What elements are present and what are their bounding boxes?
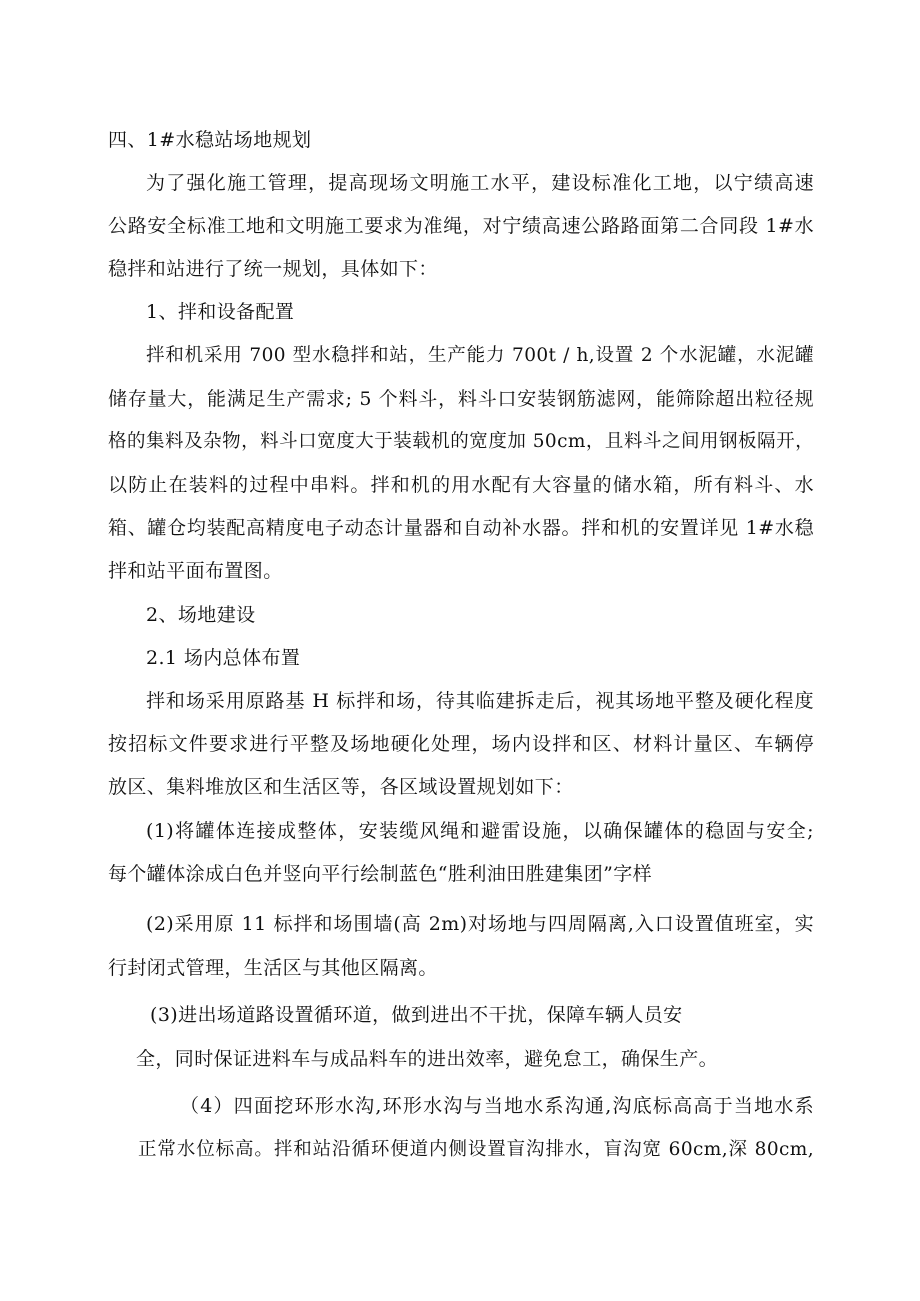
list-item-line: 行封闭式管理，生活区与其他区隔离。 [108,957,438,979]
paragraph-line: 拌和场采用原路基 H 标拌和场，待其临建拆走后，视其场地平整及硬化程度 [146,690,814,712]
subsection-heading: 2.1 场内总体布置 [146,647,301,669]
paragraph-line: 拌和机采用 700 型水稳拌和站，生产能力 700t / h,设置 2 个水泥罐，水泥罐 [146,345,814,366]
paragraph-line: 为了强化施工管理，提高现场文明施工水平，建设标准化工地，以宁绩高速 [146,172,814,194]
list-item-line: 正常水位标高。拌和站沿循环便道内侧设置盲沟排水，盲沟宽 60cm,深 80cm, [138,1139,814,1160]
list-item-line: (3)进出场道路设置循环道，做到进出不干扰，保障车辆人员安 [150,1004,683,1026]
paragraph-line: 拌和站平面布置图。 [108,560,283,582]
subsection-heading: 1、拌和设备配置 [146,301,295,323]
subsection-heading: 2、场地建设 [146,604,256,626]
section-heading: 四、1#水稳站场地规划 [108,129,312,151]
list-item-line: 全，同时保证进料车与成品料车的进出效率，避免怠工，确保生产。 [136,1048,719,1070]
list-item-line: 每个罐体涂成白色并竖向平行绘制蓝色“胜利油田胜建集团”字样 [108,863,653,885]
paragraph-line: 格的集料及杂物，料斗口宽度大于装载机的宽度加 50cm，且料斗之间用钢板隔开， [108,431,814,452]
paragraph-line: 储存量大，能满足生产需求; 5 个料斗，料斗口安装钢筋滤网，能筛除超出粒径规 [108,388,814,410]
paragraph-line: 稳拌和站进行了统一规划，具体如下： [108,258,438,280]
paragraph-line: 公路安全标准工地和文明施工要求为准绳，对宁绩高速公路路面第二合同段 1#水 [108,215,814,237]
list-item-line: （4）四面挖环形水沟,环形水沟与当地水系沟通,沟底标高高于当地水系 [180,1095,814,1117]
paragraph-line: 按招标文件要求进行平整及场地硬化处理，场内设拌和区、材料计量区、车辆停 [108,733,814,755]
list-item-line: (2)采用原 11 标拌和场围墙(高 2m)对场地与四周隔离,入口设置值班室，实 [146,913,814,935]
list-item-line: (1)将罐体连接成整体，安装缆风绳和避雷设施，以确保罐体的稳固与安全; [146,820,814,842]
paragraph-line: 放区、集料堆放区和生活区等，各区域设置规划如下： [108,776,574,798]
paragraph-line: 箱、罐仓均装配高精度电子动态计量器和自动补水器。拌和机的安置详见 1#水稳 [108,517,814,539]
paragraph-line: 以防止在装料的过程中串料。拌和机的用水配有大容量的储水箱，所有料斗、水 [108,474,814,496]
